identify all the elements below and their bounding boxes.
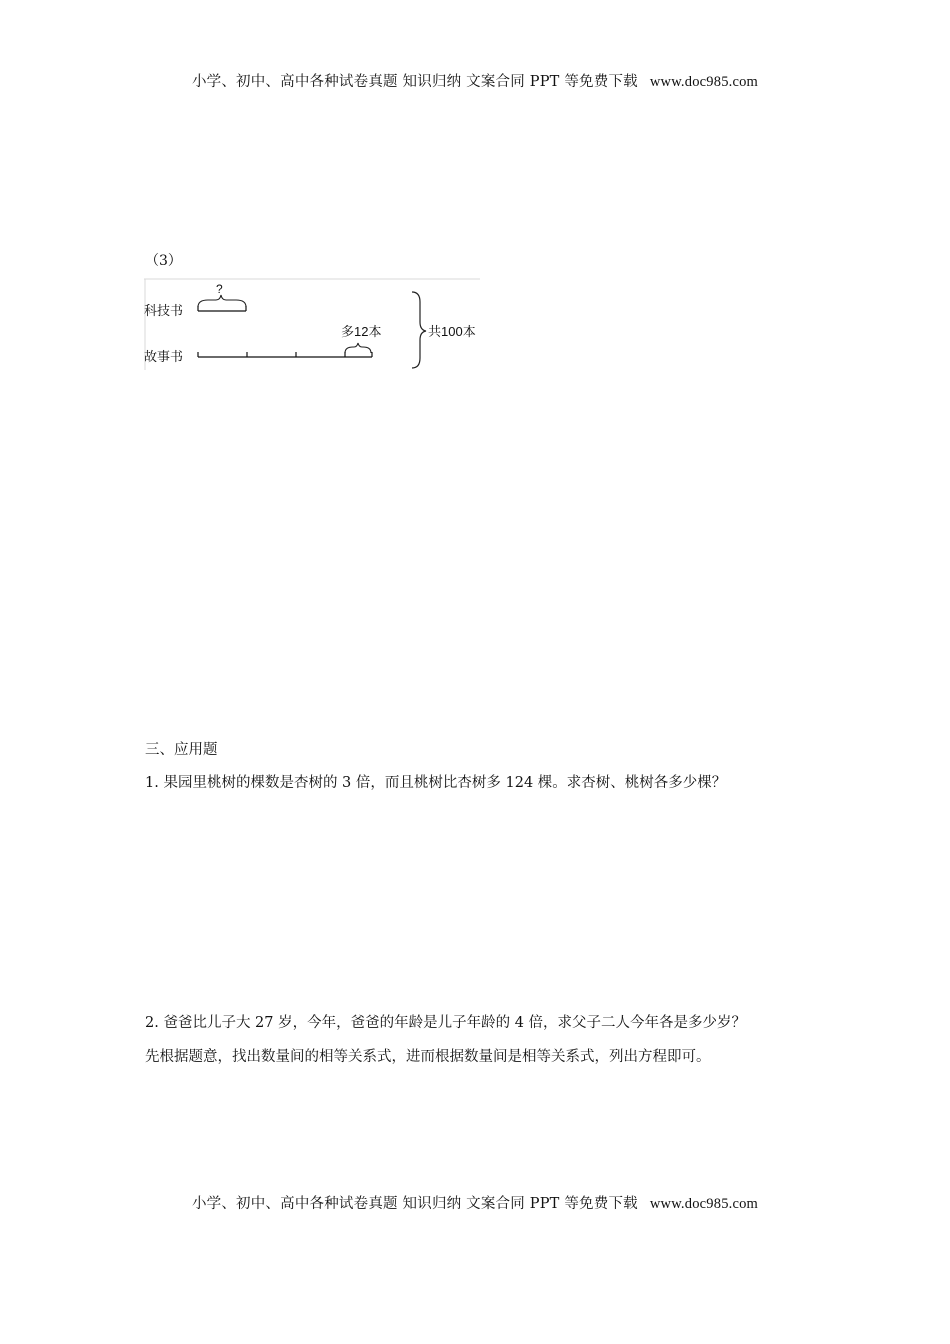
- row1-label: 科技书: [144, 303, 184, 318]
- unknown-mark: ?: [216, 282, 223, 296]
- total-brace: [412, 292, 426, 368]
- header-text: 小学、初中、高中各种试卷真题 知识归纳 文案合同 PPT 等免费下载: [191, 74, 638, 90]
- footer-url[interactable]: www.doc985.com: [649, 1196, 759, 1212]
- question-2: 2. 爸爸比儿子大 27 岁，今年，爸爸的年龄是儿子年龄的 4 倍，求父子二人今年各是多少岁？: [145, 1015, 747, 1031]
- extra-brace: [345, 343, 371, 353]
- row2-label: 故事书: [144, 349, 184, 364]
- question-2-hint: 先根据题意，找出数量间的相等关系式，进而根据数量间是相等关系式，列出方程即可。: [145, 1049, 711, 1065]
- question-1: 1. 果园里桃树的棵数是杏树的 3 倍，而且桃树比杏树多 124 棵。求杏树、桃树各多少棵？: [145, 775, 727, 791]
- footer-text: 小学、初中、高中各种试卷真题 知识归纳 文案合同 PPT 等免费下载: [191, 1196, 638, 1212]
- header-url[interactable]: www.doc985.com: [649, 74, 759, 90]
- section-title: 三、应用题: [145, 742, 218, 758]
- extra-label: 多12本: [341, 324, 382, 339]
- page-footer: [0, 1192, 950, 1213]
- total-label: 共100本: [428, 324, 476, 339]
- line-segment-diagram: [144, 278, 480, 370]
- part-3-label: （3）: [145, 253, 182, 269]
- page-header: [0, 70, 950, 91]
- unknown-brace: [198, 295, 246, 307]
